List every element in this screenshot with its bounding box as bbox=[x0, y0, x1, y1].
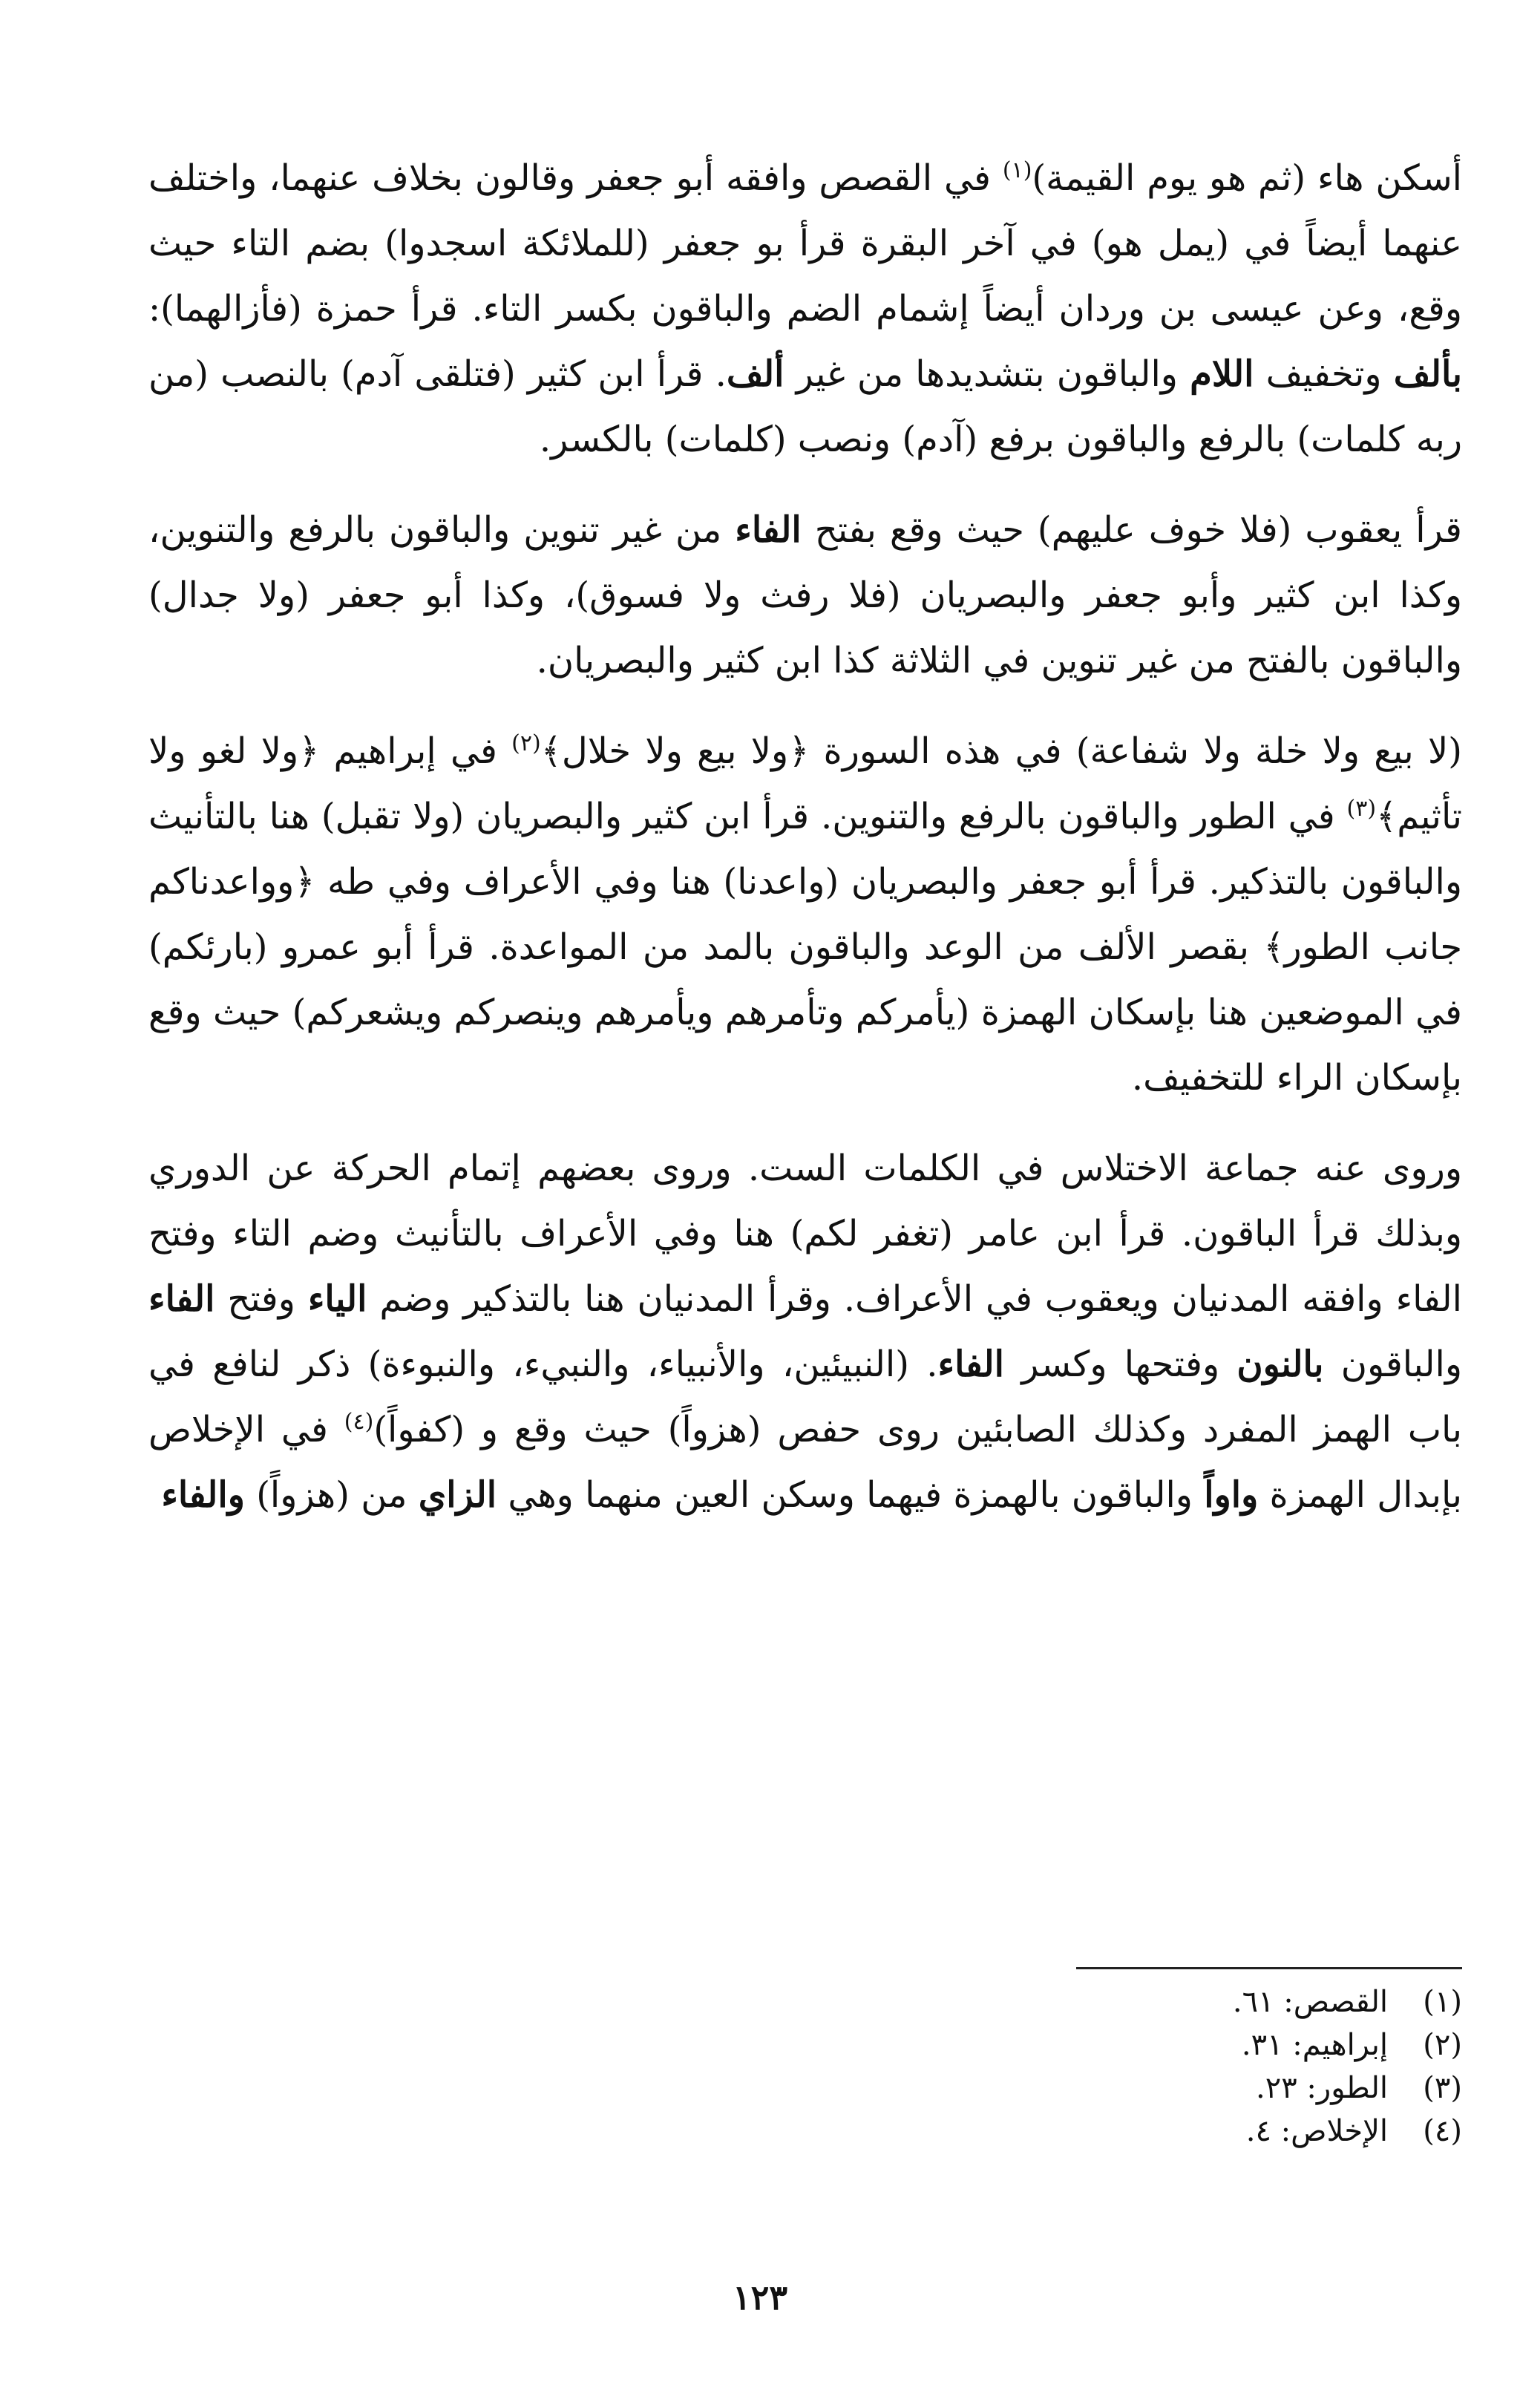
text-run: والباقون بالهمزة فيهما وسكن العين منهما وهي bbox=[497, 1474, 1205, 1516]
text-run: في الإخلاص بإبدال الهمزة bbox=[148, 1409, 1462, 1516]
footnote-item bbox=[794, 2110, 1462, 2153]
bold-text-run: واواً bbox=[1204, 1474, 1259, 1516]
text-run: والباقون bbox=[1323, 1344, 1463, 1385]
bold-text-run: بالنون bbox=[1236, 1344, 1324, 1385]
text-run: في الطور والباقون بالرفع والتنوين. قرأ ابن كثير والبصريان (ولا تقبل) هنا بالتأنيث والباقون بالتذكير. قرأ أبو جعفر والبصريان (واعدنا) هنا وفي الأعراف وفي طه ﴿وواعدناكم جانب الطور﴾ بقصر الألف من الوعد والباقون بالمد من المواعدة. قرأ أبو عمرو (بارئكم) في الموضعين هنا بإسكان الهمزة (يأمركم وتأمرهم ويأمرهم وينصركم ويشعركم) حيث وقع بإسكان الراء للتخفيف. bbox=[148, 796, 1462, 1099]
text-run: . قرأ ابن كثير (فتلقى آدم) بالنصب (من ربه كلمات) بالرفع والباقون برفع (آدم) ونصب (كلمات) بالكسر. bbox=[148, 353, 1462, 460]
bold-text-run: ألف bbox=[726, 353, 784, 395]
footnote-item bbox=[794, 2067, 1462, 2110]
main-text bbox=[148, 145, 1462, 1553]
bold-text-run: الفاء bbox=[735, 509, 802, 551]
text-run: في إبراهيم ﴿ولا لغو ولا تأثيم﴾ bbox=[148, 730, 1462, 837]
text-run: من (هزواً) bbox=[244, 1474, 419, 1516]
footnote-text: الإخلاص: ٤. bbox=[1245, 2114, 1388, 2148]
footnote-separator bbox=[1076, 1967, 1462, 1969]
footnote-marker: (١) bbox=[1002, 157, 1032, 183]
text-run: قرأ يعقوب (فلا خوف عليهم) حيث وقع بفتح bbox=[801, 509, 1463, 551]
text-run: أسكن هاء (ثم هو يوم القيمة) bbox=[1032, 157, 1462, 199]
footnote-item bbox=[794, 1980, 1462, 2023]
bold-text-run: الياء bbox=[307, 1278, 367, 1320]
bold-text-run: بألف bbox=[1393, 353, 1463, 395]
footnotes bbox=[794, 1980, 1462, 2153]
paragraph bbox=[148, 1136, 1462, 1528]
footnote-marker: (٣) bbox=[1346, 796, 1377, 822]
footnote-number: (١) bbox=[1423, 1985, 1462, 2019]
footnote-item bbox=[794, 2023, 1462, 2067]
bold-text-run: اللام bbox=[1190, 353, 1254, 395]
footnote-marker: (٢) bbox=[511, 730, 541, 756]
footnote-marker: (٤) bbox=[344, 1409, 374, 1435]
footnote-text: إبراهيم: ٣١. bbox=[1241, 2028, 1388, 2062]
text-run: والباقون بتشديدها من غير bbox=[784, 353, 1190, 395]
footnote-text: القصص: ٦١. bbox=[1232, 1985, 1388, 2019]
text-run: (لا بيع ولا خلة ولا شفاعة) في هذه السورة ﴿ولا بيع ولا خلال﴾ bbox=[540, 730, 1463, 772]
text-run: . (النبيئين، والأنبياء، والنبيء، والنبوءة) ذكر لنافع في باب الهمز المفرد وكذلك الصابئين روى حفص (هزواً) حيث وقع و (كفواً) bbox=[148, 1344, 1462, 1450]
footnote-number: (٢) bbox=[1423, 2028, 1462, 2062]
paragraph bbox=[148, 497, 1462, 693]
bold-text-run: الفاء bbox=[937, 1344, 1004, 1385]
text-run: وفتحها وكسر bbox=[1003, 1344, 1237, 1385]
text-run: من غير تنوين والباقون بالرفع والتنوين، وكذا ابن كثير وأبو جعفر والبصريان (فلا رفث ولا فسوق)، وكذا أبو جعفر (ولا جدال) والباقون بالفتح من غير تنوين في الثلاثة كذا ابن كثير والبصريان. bbox=[148, 509, 1463, 681]
bold-text-run: الفاء bbox=[148, 1278, 215, 1320]
text-run: وفتح bbox=[214, 1278, 308, 1320]
footnote-text: الطور: ٢٣. bbox=[1256, 2071, 1388, 2105]
text-run: في القصص وافقه أبو جعفر وقالون بخلاف عنهما، واختلف عنهما أيضاً في (يمل هو) في آخر البقرة قرأ بو جعفر (للملائكة اسجدوا) بضم التاء حيث وقع، وعن عيسى بن وردان أيضاً إشمام الضم والباقون بكسر التاء. قرأ حمزة (فأزالهما): bbox=[148, 157, 1463, 330]
bold-text-run: والفاء bbox=[161, 1474, 245, 1516]
page-number: ١٢٣ bbox=[732, 2277, 788, 2317]
text-run: وتخفيف bbox=[1254, 353, 1394, 395]
bold-text-run: الزاي bbox=[418, 1474, 497, 1516]
text-run: وروى عنه جماعة الاختلاس في الكلمات الست. وروى بعضهم إتمام الحركة عن الدوري وبذلك قرأ الباقون. قرأ ابن عامر (تغفر لكم) هنا وفي الأعراف بالتأنيث وضم التاء وفتح الفاء وافقه المدنيان ويعقوب في الأعراف. وقرأ المدنيان هنا بالتذكير وضم bbox=[148, 1148, 1463, 1320]
footnote-number: (٤) bbox=[1423, 2114, 1462, 2148]
paragraph bbox=[148, 719, 1462, 1110]
paragraph bbox=[148, 145, 1462, 472]
footnote-number: (٣) bbox=[1423, 2071, 1462, 2105]
